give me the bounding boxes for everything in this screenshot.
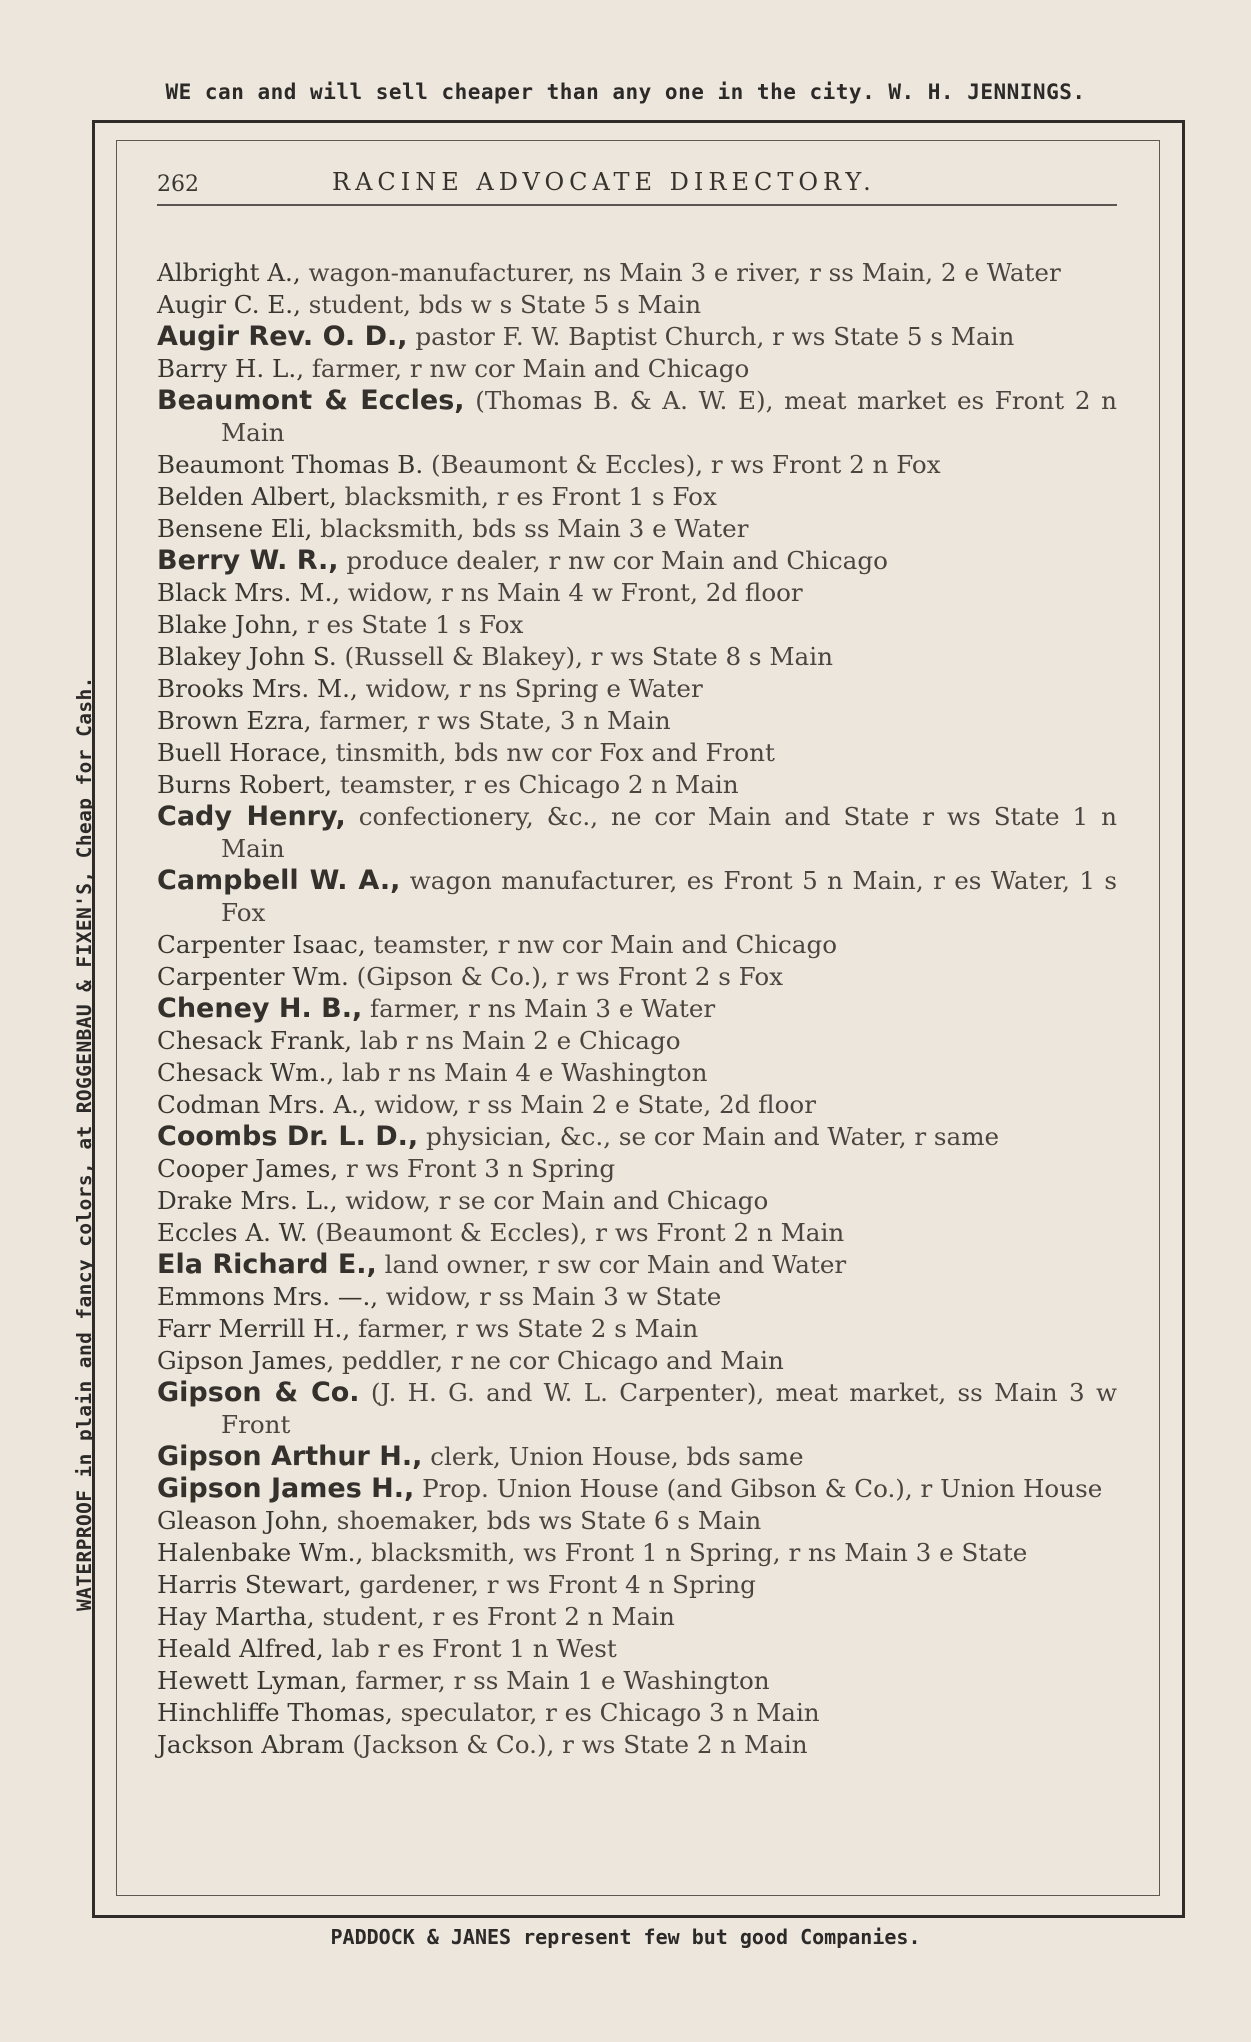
entry-description: farmer, r ws State 2 s Main bbox=[350, 1314, 699, 1343]
entry-name: Chesack Wm., bbox=[157, 1058, 335, 1087]
entry-name: Gipson Arthur H., bbox=[157, 1441, 423, 1472]
entry-name: Hay Martha, bbox=[157, 1602, 315, 1631]
entry-name: Burns Robert, bbox=[157, 770, 333, 799]
directory-entry bbox=[157, 1441, 1117, 1473]
directory-entry bbox=[157, 705, 1117, 737]
entry-name: Gipson James, bbox=[157, 1346, 335, 1375]
directory-entry bbox=[157, 577, 1117, 609]
entry-name: Bensene Eli, bbox=[157, 514, 313, 543]
directory-entry bbox=[157, 1089, 1117, 1121]
entry-name: Barry H. L., bbox=[157, 354, 305, 383]
entry-description: (Russell & Blakey), r ws State 8 s Main bbox=[336, 642, 833, 671]
entry-description: produce dealer, r nw cor Main and Chicago bbox=[338, 546, 888, 575]
entry-description: pastor F. W. Baptist Church, r ws State 5 s Main bbox=[407, 322, 1015, 351]
directory-entry bbox=[157, 481, 1117, 513]
directory-entry bbox=[157, 737, 1117, 769]
directory-entry bbox=[157, 993, 1117, 1025]
directory-entry bbox=[157, 449, 1117, 481]
entry-name: Albright A., bbox=[157, 258, 301, 287]
page-header bbox=[157, 168, 1117, 206]
entry-description: speculator, r es Chicago 3 n Main bbox=[392, 1698, 820, 1727]
directory-entry bbox=[157, 801, 1117, 865]
entry-name: Black Mrs. M., bbox=[157, 578, 341, 607]
entry-description: blacksmith, r es Front 1 s Fox bbox=[336, 482, 717, 511]
directory-entry bbox=[157, 1057, 1117, 1089]
entry-description: (Beaumont & Eccles), r ws Front 2 n Fox bbox=[423, 450, 941, 479]
directory-entry bbox=[157, 1729, 1117, 1761]
directory-entry bbox=[157, 1217, 1117, 1249]
entry-name: Augir C. E., bbox=[157, 290, 301, 319]
entry-name: Chesack Frank, bbox=[157, 1026, 353, 1055]
entry-name: Eccles A. W. bbox=[157, 1218, 308, 1247]
entry-description: peddler, r ne cor Chicago and Main bbox=[334, 1346, 784, 1375]
entry-description: farmer, r nw cor Main and Chicago bbox=[304, 354, 750, 383]
entry-name: Beaumont Thomas B. bbox=[157, 450, 424, 479]
bottom-advertisement: PADDOCK & JANES represent few but good Companies. bbox=[330, 1925, 921, 1949]
directory-entry bbox=[157, 1537, 1117, 1569]
entry-description: blacksmith, ws Front 1 n Spring, r ns Main 3 e State bbox=[363, 1538, 1028, 1567]
entry-description: blacksmith, bds ss Main 3 e Water bbox=[312, 514, 749, 543]
page-number: 262 bbox=[157, 172, 199, 197]
entry-name: Jackson Abram bbox=[157, 1730, 345, 1759]
directory-entry bbox=[157, 289, 1117, 321]
entry-name: Hinchliffe Thomas, bbox=[157, 1698, 393, 1727]
entry-description: student, r es Front 2 n Main bbox=[314, 1602, 675, 1631]
entry-description: widow, r ss Main 2 e State, 2d floor bbox=[366, 1090, 816, 1119]
directory-entry bbox=[157, 929, 1117, 961]
entry-name: Drake Mrs. L., bbox=[157, 1186, 338, 1215]
page-title: RACINE ADVOCATE DIRECTORY. bbox=[332, 168, 876, 196]
directory-entry bbox=[157, 1025, 1117, 1057]
directory-entry bbox=[157, 865, 1117, 929]
entry-description: student, bds w s State 5 s Main bbox=[300, 290, 702, 319]
entry-name: Ela Richard E., bbox=[157, 1249, 377, 1280]
entry-description: r ws Front 3 n Spring bbox=[338, 1154, 616, 1183]
directory-entry bbox=[157, 545, 1117, 577]
entry-name: Codman Mrs. A., bbox=[157, 1090, 367, 1119]
entry-description: lab r ns Main 4 e Washington bbox=[334, 1058, 708, 1087]
entry-description: confectionery, &c., ne cor Main and State r ws State 1 n Main bbox=[221, 802, 1117, 863]
entry-description: farmer, r ss Main 1 e Washington bbox=[347, 1666, 770, 1695]
entry-description: farmer, r ws State, 3 n Main bbox=[311, 706, 671, 735]
directory-entry bbox=[157, 1313, 1117, 1345]
entry-description: wagon-manufacturer, ns Main 3 e river, r ss Main, 2 e Water bbox=[300, 258, 1061, 287]
entry-description: teamster, r nw cor Main and Chicago bbox=[365, 930, 838, 959]
entry-description: tinsmith, bds nw cor Fox and Front bbox=[327, 738, 775, 767]
entry-name: Blake John, bbox=[157, 610, 300, 639]
directory-entry bbox=[157, 321, 1117, 353]
entry-name: Coombs Dr. L. D., bbox=[157, 1121, 419, 1152]
entry-name: Cady Henry, bbox=[157, 801, 346, 832]
directory-entry bbox=[157, 961, 1117, 993]
entry-description: farmer, r ns Main 3 e Water bbox=[362, 994, 716, 1023]
directory-entries bbox=[157, 257, 1117, 1761]
directory-entry bbox=[157, 353, 1117, 385]
entry-description: land owner, r sw cor Main and Water bbox=[376, 1250, 847, 1279]
directory-entry bbox=[157, 1281, 1117, 1313]
side-advertisement: WATERPROOF in plain and fancy colors, at ROGGENBAU & FIXEN'S, Cheap for Cash. bbox=[73, 676, 96, 1611]
directory-entry bbox=[157, 1569, 1117, 1601]
entry-name: Beaumont & Eccles, bbox=[157, 385, 465, 416]
entry-description: shoemaker, bds ws State 6 s Main bbox=[328, 1506, 762, 1535]
directory-entry bbox=[157, 1633, 1117, 1665]
directory-entry bbox=[157, 609, 1117, 641]
entry-description: (Beaumont & Eccles), r ws Front 2 n Main bbox=[307, 1218, 845, 1247]
entry-description: wagon manufacturer, es Front 5 n Main, r es Water, 1 s Fox bbox=[221, 866, 1117, 927]
entry-name: Campbell W. A., bbox=[157, 865, 401, 896]
entry-name: Berry W. R., bbox=[157, 545, 339, 576]
entry-description: teamster, r es Chicago 2 n Main bbox=[332, 770, 739, 799]
directory-entry bbox=[157, 1185, 1117, 1217]
directory-entry bbox=[157, 1153, 1117, 1185]
entry-name: Farr Merrill H., bbox=[157, 1314, 351, 1343]
directory-entry bbox=[157, 769, 1117, 801]
directory-entry bbox=[157, 1121, 1117, 1153]
entry-name: Belden Albert, bbox=[157, 482, 337, 511]
directory-entry bbox=[157, 673, 1117, 705]
entry-name: Hewett Lyman, bbox=[157, 1666, 348, 1695]
directory-entry bbox=[157, 1377, 1117, 1441]
directory-entry bbox=[157, 1697, 1117, 1729]
entry-description: widow, r se cor Main and Chicago bbox=[337, 1186, 769, 1215]
entry-name: Heald Alfred, bbox=[157, 1634, 324, 1663]
entry-description: (Jackson & Co.), r ws State 2 n Main bbox=[344, 1730, 808, 1759]
directory-entry bbox=[157, 1249, 1117, 1281]
entry-name: Carpenter Isaac, bbox=[157, 930, 366, 959]
directory-entry bbox=[157, 1505, 1117, 1537]
entry-description: (Gipson & Co.), r ws Front 2 s Fox bbox=[348, 962, 784, 991]
top-advertisement: WE can and will sell cheaper than any one in the city. W. H. JENNINGS. bbox=[165, 80, 1086, 104]
directory-entry bbox=[157, 1473, 1117, 1505]
entry-description: widow, r ns Spring e Water bbox=[357, 674, 703, 703]
entry-name: Blakey John S. bbox=[157, 642, 337, 671]
entry-name: Augir Rev. O. D., bbox=[157, 321, 408, 352]
entry-name: Brooks Mrs. M., bbox=[157, 674, 358, 703]
directory-entry bbox=[157, 641, 1117, 673]
entry-description: widow, r ns Main 4 w Front, 2d floor bbox=[340, 578, 803, 607]
entry-description: (Thomas B. & A. W. E), meat market es Front 2 n Main bbox=[221, 386, 1117, 447]
entry-name: Gleason John, bbox=[157, 1506, 329, 1535]
entry-description: lab r es Front 1 n West bbox=[323, 1634, 617, 1663]
entry-description: lab r ns Main 2 e Chicago bbox=[352, 1026, 681, 1055]
entry-description: gardener, r ws Front 4 n Spring bbox=[351, 1570, 756, 1599]
directory-entry bbox=[157, 513, 1117, 545]
entry-name: Halenbake Wm., bbox=[157, 1538, 364, 1567]
directory-entry bbox=[157, 1665, 1117, 1697]
directory-entry bbox=[157, 1345, 1117, 1377]
directory-entry bbox=[157, 1601, 1117, 1633]
entry-description: Prop. Union House (and Gibson & Co.), r Union House bbox=[414, 1474, 1103, 1503]
directory-entry bbox=[157, 257, 1117, 289]
entry-name: Gipson & Co. bbox=[157, 1377, 360, 1408]
entry-name: Cooper James, bbox=[157, 1154, 339, 1183]
entry-name: Harris Stewart, bbox=[157, 1570, 352, 1599]
entry-name: Buell Horace, bbox=[157, 738, 328, 767]
entry-name: Emmons Mrs. —., bbox=[157, 1282, 379, 1311]
entry-description: clerk, Union House, bds same bbox=[422, 1442, 804, 1471]
entry-name: Brown Ezra, bbox=[157, 706, 312, 735]
entry-description: r es State 1 s Fox bbox=[299, 610, 524, 639]
entry-description: physician, &c., se cor Main and Water, r same bbox=[418, 1122, 1000, 1151]
entry-description: widow, r ss Main 3 w State bbox=[378, 1282, 722, 1311]
entry-name: Gipson James H., bbox=[157, 1473, 415, 1504]
entry-name: Carpenter Wm. bbox=[157, 962, 349, 991]
entry-name: Cheney H. B., bbox=[157, 993, 363, 1024]
entry-description: (J. H. G. and W. L. Carpenter), meat market, ss Main 3 w Front bbox=[221, 1378, 1117, 1439]
directory-entry bbox=[157, 385, 1117, 449]
